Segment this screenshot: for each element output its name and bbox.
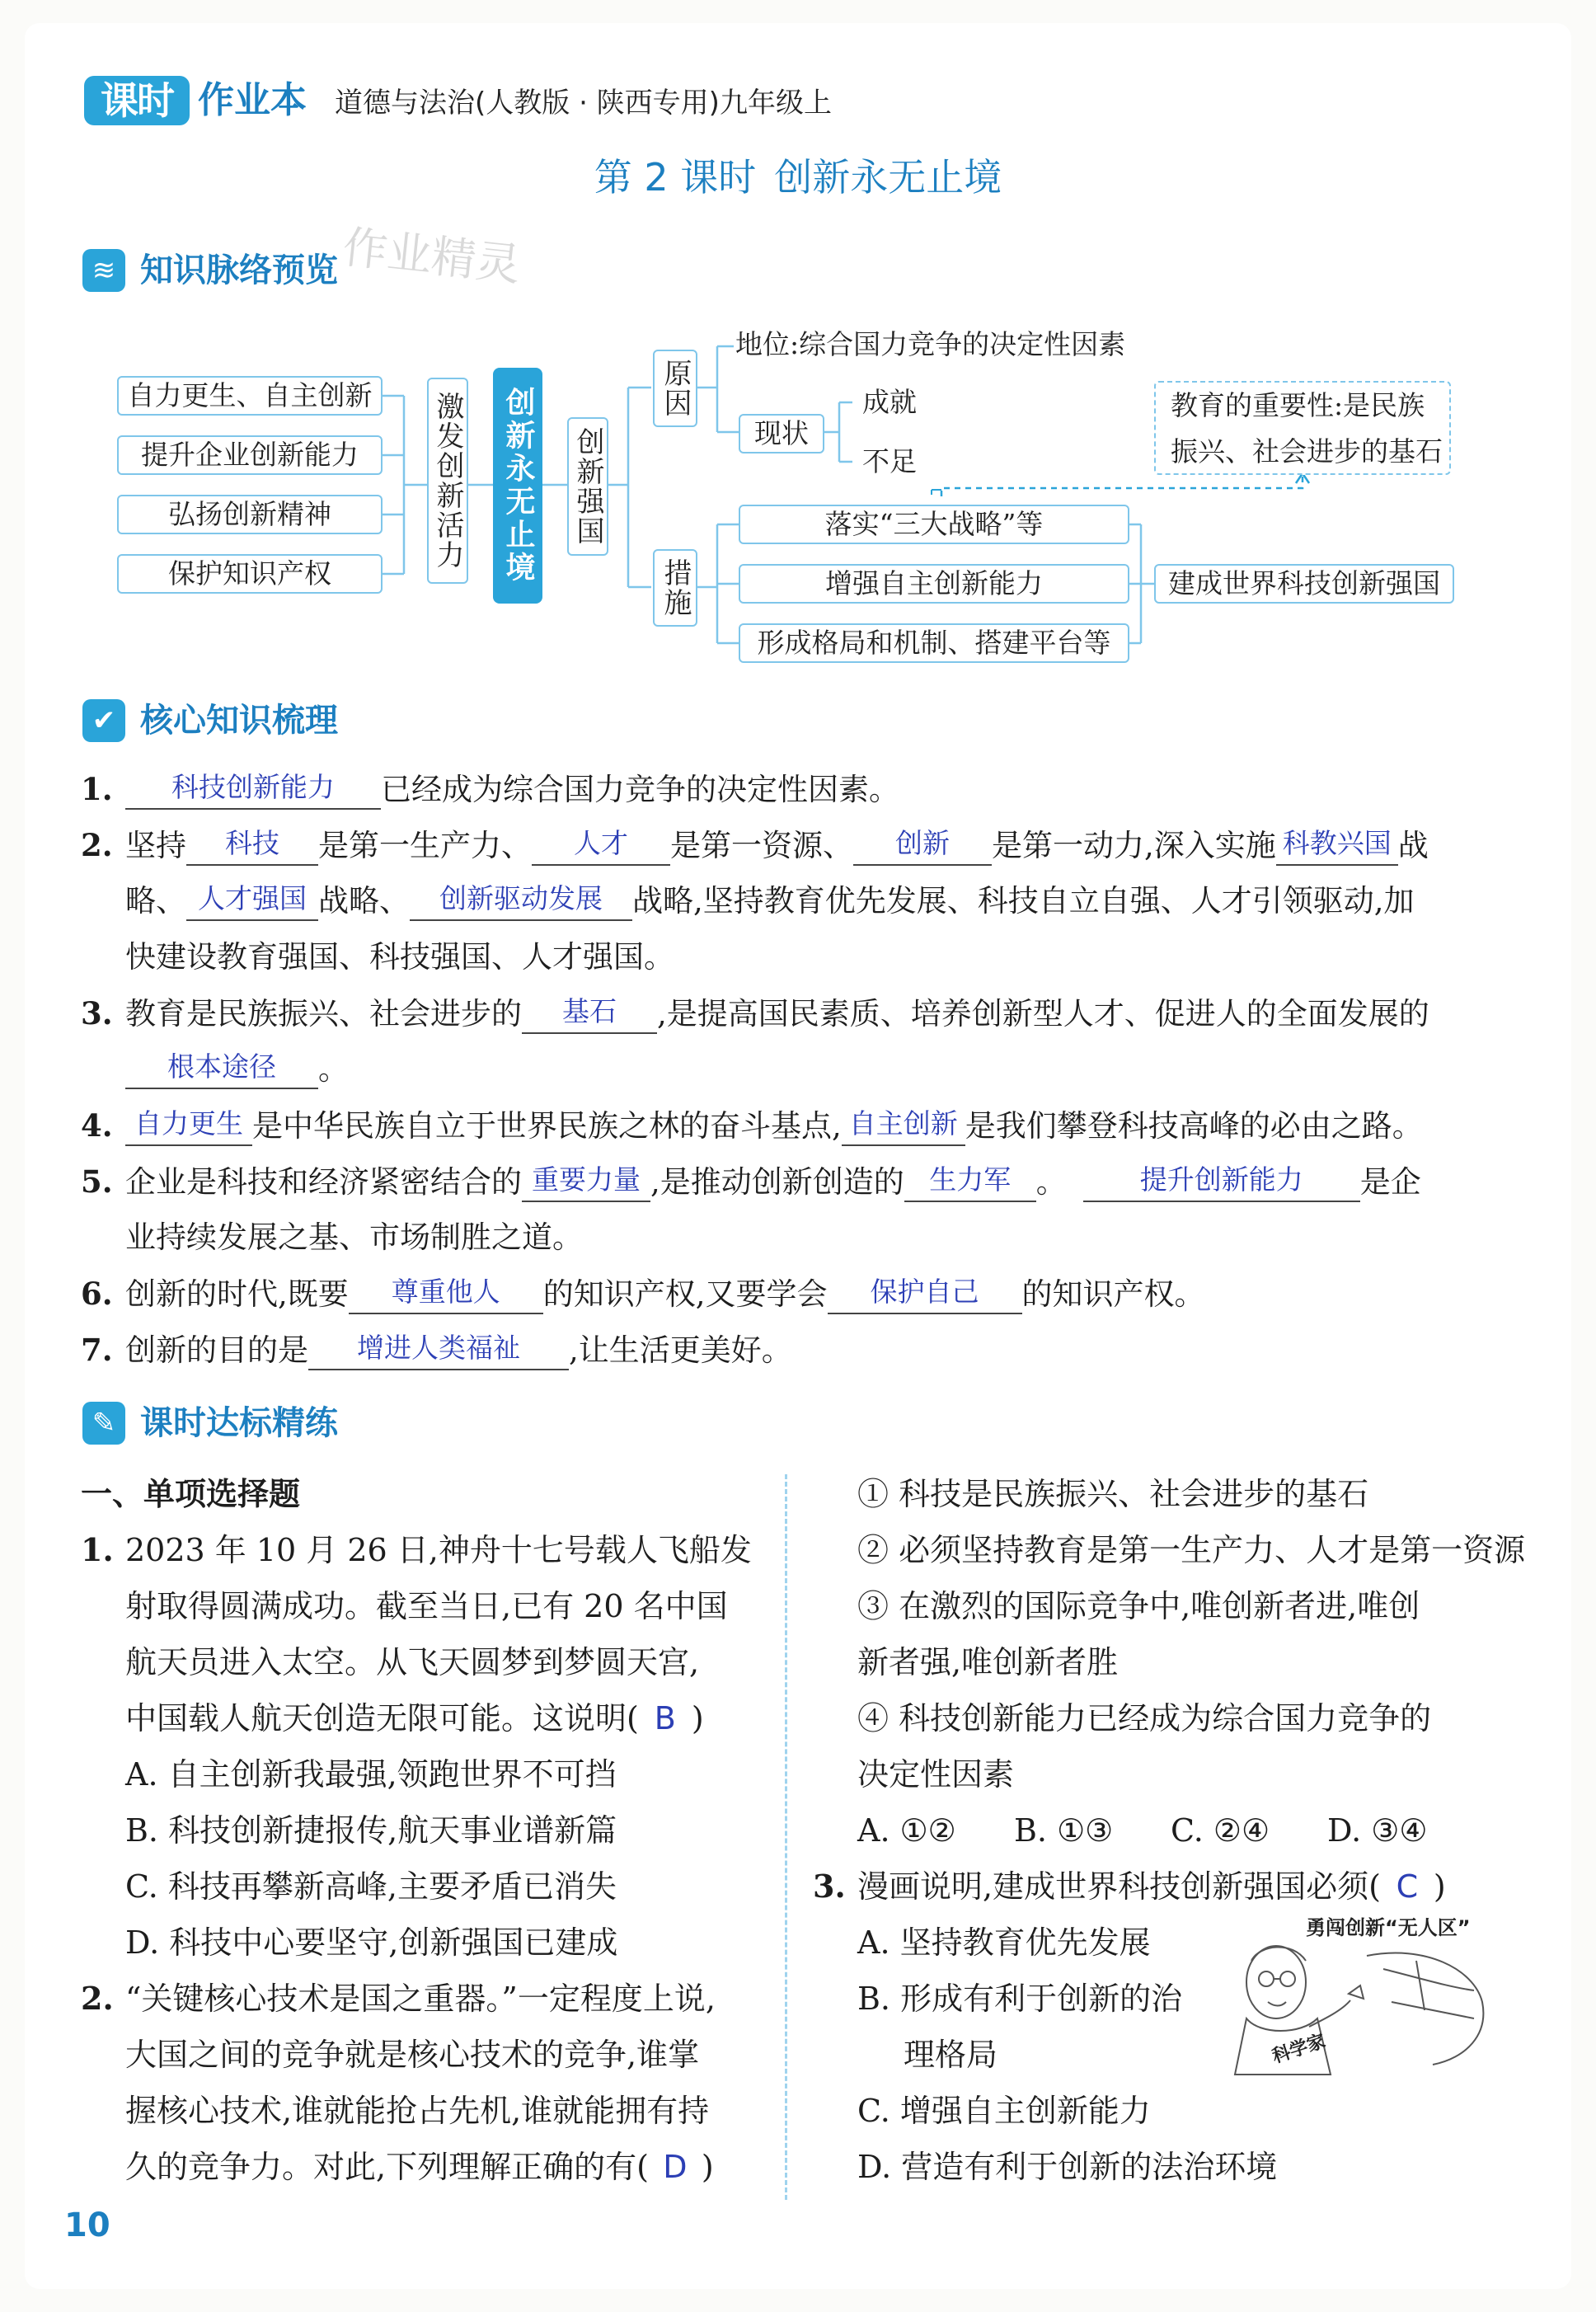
answer-blank: 基石 <box>522 991 657 1034</box>
choice: D. ③④ <box>1327 1812 1428 1849</box>
statement: 新者强,唯创新者胜 <box>857 1644 1119 1680</box>
mindmap-reason: 原因 <box>653 350 697 427</box>
scientist-drawing <box>1227 1911 1499 2076</box>
layers-icon: ≋ <box>82 249 125 292</box>
brand-logo: 课时 <box>84 76 190 125</box>
choice: C. ②④ <box>1171 1812 1270 1849</box>
mindmap-center-node: 创新永无止境 <box>493 368 542 604</box>
answer-blank: 重要力量 <box>522 1159 650 1202</box>
lesson-number: 第 2 课时 <box>594 155 757 200</box>
answer-blank: 生力军 <box>904 1159 1036 1202</box>
statement: 决定性因素 <box>857 1756 1015 1793</box>
answer-letter: D <box>663 2149 688 2185</box>
answer-blank: 创新驱动发展 <box>410 878 632 921</box>
statement: ③ 在激烈的国际竞争中,唯创新者进,唯创 <box>857 1588 1420 1624</box>
cartoon-scientist <box>1227 1911 1499 2076</box>
fill-question-5: 5. 企业是科技和经济紧密结合的 重要力量 ,是推动创新创造的 生力军 。 提升创新能力 是企 <box>81 1161 1421 1205</box>
answer-blank: 提升创新能力 <box>1083 1159 1360 1202</box>
option: A. 坚持教育优先发展 <box>857 1924 1151 1961</box>
answer-blank: 根本途径 <box>125 1046 318 1089</box>
question-3: 3. 漫画说明,建成世界科技创新强国必须( C ) A. 坚持教育优先发展 B. 形成有利于创新的治 理格局 C. 增强自主创新能力 D. 营造有利于创新的法治环境 <box>813 1859 1446 2195</box>
mindmap-achievement: 成就 <box>852 384 927 421</box>
mindmap-left-item: 弘扬创新精神 <box>117 495 383 534</box>
option: C. 科技再攀新高峰,主要矛盾已消失 <box>125 1868 617 1905</box>
statement: ① 科技是民族振兴、社会进步的基石 <box>857 1476 1369 1512</box>
fill-question-6: 6. 创新的时代,既要 尊重他人 的知识产权,又要学会 保护自己 的知识产权。 <box>81 1273 1205 1318</box>
cartoon-label: 科学家 <box>1270 2031 1328 2068</box>
page-number: 10 <box>64 2206 110 2244</box>
mindmap-left-item: 提升企业创新能力 <box>117 435 383 475</box>
question-2: 2. “关键核心技术是国之重器。”一定程度上说, 大国之间的竞争就是核心技术的竞争,谁掌 握核心技术,谁就能抢占先机,谁就能拥有持 久的竞争力。对此,下列理解正确的有( D ) <box>81 1971 716 2195</box>
mindmap-position: 地位:综合国力竞争的决定性因素 <box>735 327 1171 363</box>
choice: A. ①② <box>857 1812 956 1849</box>
section-title-practice: 课时达标精练 <box>140 1404 338 1442</box>
statement: ② 必须坚持教育是第一生产力、人才是第一资源 <box>857 1532 1526 1568</box>
fill-question-2-cont: 略、 人才强国 战略、 创新驱动发展 战略,坚持教育优先发展、科技自立自强、人才引领驱动,加 <box>125 881 1415 924</box>
fill-question-2: 2. 坚持 科技 是第一生产力、 人才 是第一资源、 创新 是第一动力,深入实施 科教兴国 战 <box>81 825 1429 869</box>
answer-blank: 人才强国 <box>186 878 318 921</box>
column-divider <box>785 1474 787 2200</box>
option-cont: 理格局 <box>904 2037 998 2073</box>
answer-blank: 科教兴国 <box>1276 823 1398 866</box>
section-title-overview: 知识脉络预览 <box>140 251 338 289</box>
book-title: 作业本 <box>198 79 307 121</box>
pencil-icon: ✎ <box>82 1402 125 1445</box>
mindmap-goal: 建成世界科技创新强国 <box>1154 564 1454 604</box>
answer-letter: B <box>654 1700 676 1736</box>
education-note-line: 教育的重要性:是民族 <box>1171 389 1425 421</box>
choice: B. ①③ <box>1014 1812 1114 1849</box>
fill-question-3: 3. 教育是民族振兴、社会进步的 基石 ,是提高国民素质、培养创新型人才、促进人的全面发展的 <box>81 993 1429 1037</box>
answer-blank: 增进人类福祉 <box>308 1328 569 1370</box>
fill-question-1: 1. 科技创新能力 已经成为综合国力竞争的决定性因素。 <box>81 768 899 813</box>
answer-blank: 保护自己 <box>828 1271 1022 1314</box>
mindmap-left-item: 保护知识产权 <box>117 554 383 594</box>
fill-question-5-cont: 业持续发展之基、市场制胜之道。 <box>125 1219 583 1255</box>
option: B. 形成有利于创新的治 <box>857 1981 1183 2017</box>
option: A. 自主创新我最强,领跑世界不可挡 <box>125 1756 617 1793</box>
answer-blank: 尊重他人 <box>349 1271 543 1314</box>
mindmap-measure-item: 形成格局和机制、搭建平台等 <box>739 623 1129 663</box>
fill-question-3-cont: 根本途径 。 <box>125 1049 349 1093</box>
mindmap-measure-item: 落实“三大战略”等 <box>739 505 1129 544</box>
fill-question-2-end: 快建设教育强国、科技强国、人才强国。 <box>125 939 674 975</box>
mindmap-status: 现状 <box>739 414 824 453</box>
cartoon-caption: 勇闯创新“无人区” <box>1306 1916 1471 1939</box>
statement: ④ 科技创新能力已经成为综合国力竞争的 <box>857 1700 1432 1736</box>
part-title: 一、单项选择题 <box>81 1476 301 1512</box>
section-title-core: 核心知识梳理 <box>140 702 338 740</box>
mindmap-measures: 措施 <box>653 549 697 627</box>
mindmap-education-note <box>1154 381 1451 475</box>
fill-question-7: 7. 创新的目的是 增进人类福祉 ,让生活更美好。 <box>81 1329 792 1374</box>
fill-question-4: 4. 自力更生 是中华民族自立于世界民族之林的奋斗基点, 自主创新 是我们攀登科技高峰的必由之路。 <box>81 1105 1423 1149</box>
mindmap-left-branch: 激发创新活力 <box>427 378 468 584</box>
answer-blank: 自主创新 <box>842 1103 965 1146</box>
mindmap-right-branch: 创新强国 <box>567 417 608 556</box>
watermark: 作业精灵 <box>340 220 523 292</box>
answer-blank: 人才 <box>532 823 670 866</box>
answer-blank: 创新 <box>853 823 992 866</box>
answer-blank: 自力更生 <box>125 1103 252 1146</box>
option: C. 增强自主创新能力 <box>857 2093 1151 2129</box>
mindmap-left-item: 自力更生、自主创新 <box>117 376 383 416</box>
checklist-icon: ✔ <box>82 699 125 742</box>
option: D. 营造有利于创新的法治环境 <box>857 2149 1278 2185</box>
mindmap-shortfall: 不足 <box>852 444 927 480</box>
answer-blank: 科技创新能力 <box>125 767 381 810</box>
answer-letter: C <box>1396 1868 1419 1905</box>
lesson-name: 创新永无止境 <box>774 155 1002 200</box>
question-1: 1. 2023 年 10 月 26 日,神舟十七号载人飞船发 射取得圆满成功。截至当日,已有 20 名中国 航天员进入太空。从飞天圆梦到梦圆天宫, 中国载人航天创造无限可能。这说明( B ) A. 自主创新我最强,领跑世界不可挡 B. 科技创新捷报传,航天事业谱新篇 C. 科技再攀新高峰,主要矛盾已消失 D. 科技中心要坚守,创新强国已建成 <box>81 1522 752 1971</box>
education-note-line: 振兴、社会进步的基石 <box>1171 435 1443 468</box>
answer-blank: 科技 <box>186 823 318 866</box>
book-subtitle: 道德与法治(人教版 · 陕西专用)九年级上 <box>335 87 832 120</box>
option: B. 科技创新捷报传,航天事业谱新篇 <box>125 1812 617 1849</box>
mindmap-measure-item: 增强自主创新能力 <box>739 564 1129 604</box>
option: D. 科技中心要坚守,创新强国已建成 <box>125 1924 618 1961</box>
question-2-statements <box>857 1466 1525 1859</box>
